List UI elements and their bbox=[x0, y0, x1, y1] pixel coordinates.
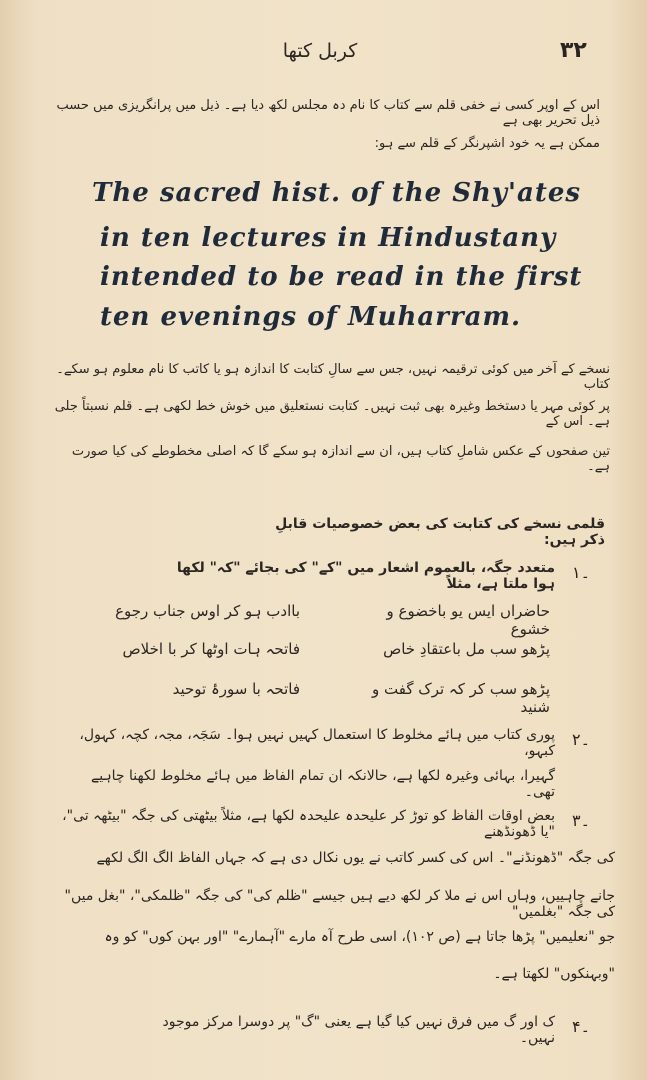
intro-line-1: اس کے اوپر کسی نے خفی قلم سے کتاب کا نام دہ مجلس لکھ دیا ہے۔ ذیل میں پرانگریزی میں حسب ذیل تحریر بھی ہے bbox=[56, 98, 600, 128]
item-4-number: ۴۔ bbox=[572, 1017, 590, 1036]
item-1-number: ۱۔ bbox=[572, 563, 590, 582]
item-3-line-5: "وبہنکوں" لکھتا ہے۔ bbox=[493, 966, 615, 982]
item-3-line-3: جانے چاہییں، وہاں اس نے ملا کر لکھ دیے ہیں جیسے "ظلم کی" کی جگہ "ظلمکی"، "بغل میں" کی جگہ "بغلمیں" bbox=[64, 888, 615, 920]
verse-3-right: پڑھو سب کر کہ ترک گفت و شنید bbox=[372, 680, 550, 716]
item-3-number: ۳۔ bbox=[572, 811, 590, 830]
english-note-line-4: ten evenings of Muharram. bbox=[100, 302, 522, 332]
item-2-number: ۲۔ bbox=[572, 730, 590, 749]
verse-2-left: فاتحہ ہات اوٹھا کر با اخلاص bbox=[122, 640, 300, 658]
para1-line-1: نسخے کے آخر میں کوئی ترقیمہ نہیں، جس سے سالِ کتابت کا اندازہ ہو یا کاتب کا نام معلوم ہو سکے۔ کتاب bbox=[56, 362, 610, 392]
verse-2-right: پڑھو سب مل باعتقادِ خاص bbox=[383, 640, 550, 658]
item-3-line-4: جو "نعلیمیں" پڑھا جاتا ہے (ص ۱۰۲)، اسی طرح آہ مارے "آہمارے" "اور بہن کوں" کو وہ bbox=[104, 929, 615, 945]
item-2-line-1: پوری کتاب میں ہائے مخلوط کا استعمال کہیں نہیں ہوا۔ سَجَہ، مجہ، کچہ، کہول، کبہو، bbox=[79, 727, 555, 759]
section-heading: قلمی نسخے کی کتابت کی بعض خصوصیات قابلِ ذکر ہیں: bbox=[275, 516, 605, 548]
running-title: کربل کتھا bbox=[282, 40, 358, 62]
english-note-line-1: The sacred hist. of the Shy'ates bbox=[92, 178, 582, 208]
verse-3-left: فاتحہ با سورۂ توحید bbox=[172, 680, 300, 698]
item-4-text: ک اور گ میں فرق نہیں کیا گیا ہے یعنی "گ" پر دوسرا مرکز موجود نہیں۔ bbox=[162, 1014, 555, 1046]
intro-line-2: ممکن ہے یہ خود اشپرنگر کے قلم سے ہو: bbox=[374, 136, 600, 151]
english-note-line-2: in ten lectures in Hindustany bbox=[100, 223, 557, 253]
item-3-line-1: بعض اوقات الفاظ کو توڑ کر علیحدہ علیحدہ لکھا ہے، مثلاً بیٹھتی کی جگہ "بیٹھہ تی"، "یا ڈھونڈھنے bbox=[62, 808, 555, 840]
para1-line-2: پر کوئی مہر یا دستخط وغیرہ بھی ثبت نہیں۔ کتابت نستعلیق میں خوش خط لکھی ہے۔ قلم نسبتاً جلی ہے۔ اس کے bbox=[54, 399, 610, 429]
english-note-line-3: intended to be read in the first bbox=[100, 262, 583, 292]
item-1-text: متعدد جگہ، بالعموم اشعار میں "کے" کی بجائے "کہ" لکھا ہوا ملتا ہے، مثلاً bbox=[176, 560, 555, 592]
verse-1-left: باادب ہو کر اوس جناب رجوع bbox=[115, 602, 300, 620]
item-3-line-2: کی جگہ "ڈھونڈنے"۔ اس کی کسر کاتب نے یوں نکال دی ہے کہ جہاں الفاظ الگ الگ لکھے bbox=[96, 850, 615, 866]
item-2-line-2: گہیرا، بہائی وغیرہ لکھا ہے، حالانکہ ان تمام الفاظ میں ہائے مخلوط لکھنا چاہیے تھی۔ bbox=[91, 768, 555, 800]
verse-1-right: حاضراں ایس یو باخضوع و خشوع bbox=[386, 602, 550, 638]
page-number: ۳۲ bbox=[560, 38, 587, 63]
para1-line-3: تین صفحوں کے عکس شاملِ کتاب ہیں، ان سے اندازہ ہو سکے گا کہ اصلی مخطوطے کی کیا صورت ہے۔ bbox=[71, 444, 610, 474]
